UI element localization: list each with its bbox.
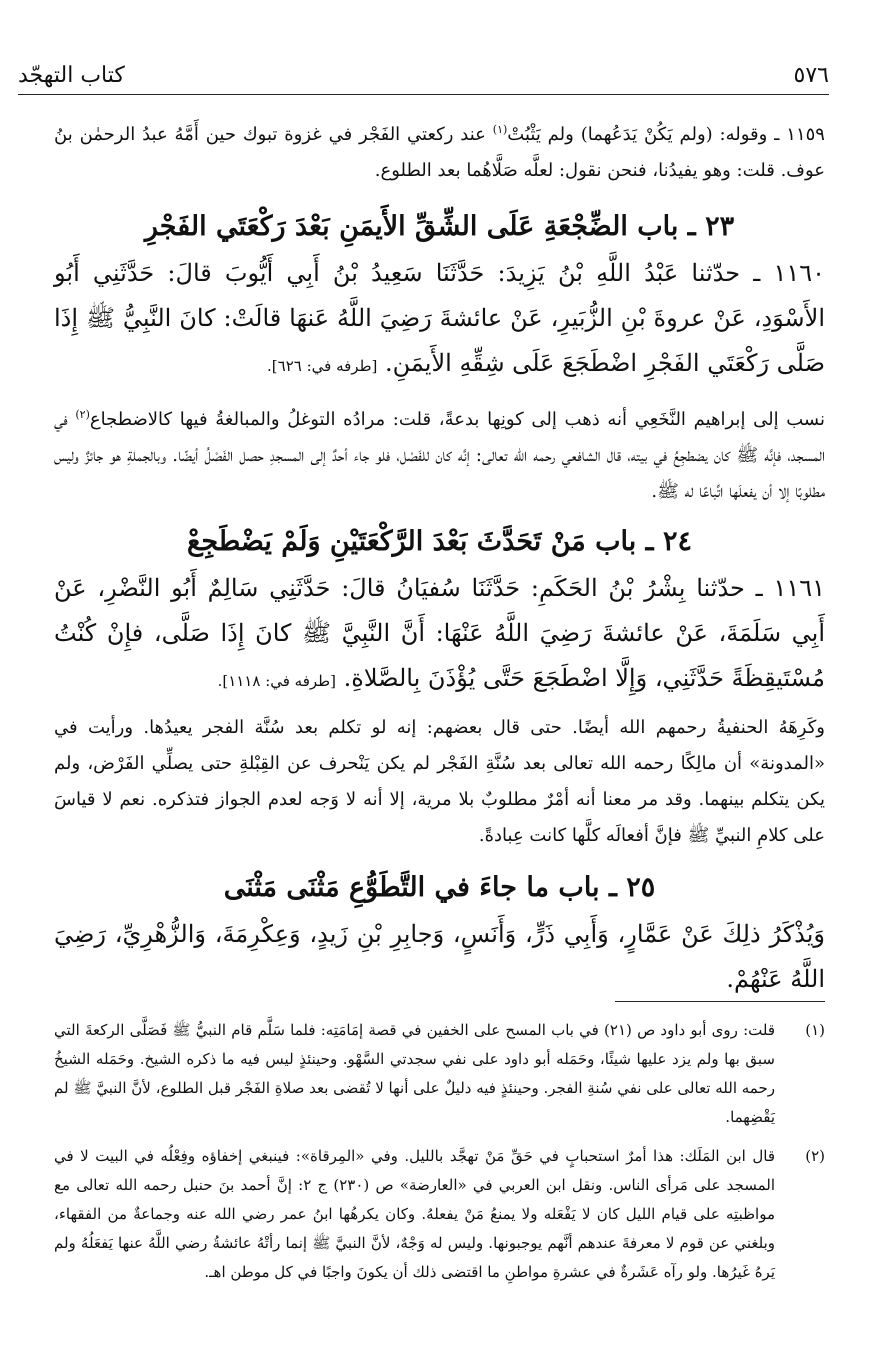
footnote-number: (٢) (805, 1147, 825, 1165)
main-text (54, 112, 825, 1002)
chapter-heading-25: ٢٥ ـ باب ما جاءَ في التَّطَوُّعِ مَثْنَى مَثْنَى (223, 872, 656, 903)
page-number: ٥٧٦ (793, 62, 829, 88)
footnote-text: قلت: روى أبو داود ص (٢١) في باب المسح على الخفين في قصة إمَامَتِه: فلما سَلَّم قام النبيُّ ﷺ فَصَلَّى الركعةَ التي سبق بها ولم يزد عليها شيئًا، وحَمَله أبو داود على نفي سجدتي السَّهْو. وحينئذٍ ليس فيه ما ذكره الشيخ. وحَمَله الشيخُ رحمه الله تعالى على نفي سُنةِ الفجر. وحينئذٍ فيه دليلٌ على أنها لا تُقضى بعد صلاةِ الفَجْر قبل الطلوع، لأنَّ النبيَّ ﷺ لم يَقْضِهما. (54, 1021, 775, 1126)
hadith-1160 (54, 251, 825, 389)
footnotes (54, 1016, 825, 1297)
footnote-separator (615, 1001, 825, 1002)
chapter-heading-23: ٢٣ ـ باب الضِّجْعَةِ عَلَى الشِّقِّ الأَيمَنِ بَعْدَ رَكْعَتَي الفَجْرِ (144, 211, 735, 242)
text-1159-start: ١١٥٩ ـ وقوله: (ولم يَكُنْ يَدَعُهما) ولم يَثْبُتْ (507, 124, 825, 145)
commentary-1160-start: نسب إلى إبراهيم النَّخَعِي أنه ذهب إلى كونِها بدعةً، قلت: مرادُه التوغلُ والمبالغةُ فيها كالاضطجاع (89, 409, 825, 430)
chapter-25-text: وَيُذْكَرُ ذلِكَ عَنْ عَمَّارٍ، وَأَبِي ذَرٍّ، وَأَنَسٍ، وَجابِرِ بْنِ زَيدٍ، وَعِكْرِمَةَ، وَالزُّهْرِيِّ، رَضِيَ اللَّهُ عَنْهُمْ. (54, 920, 825, 993)
commentary-1159 (54, 112, 825, 189)
commentary-1161: وكَرِهَهُ الحنفيةُ رحمهم الله أيضًا. حتى قال بعضهم: إنه لو تكلم بعد سُنَّة الفجر يعيدُها. ورأيت في «المدونة» أن مالِكًا رحمه الله تعالى بعد سُنَّةِ الفَجْر لم يكن يَنْحرف عن القِبْلةِ حتى يصلِّي الفَرْض، ولم يكن يتكلم بينهما. وقد مر معنا أنه أمْرٌ مطلوبٌ بلا مرية، إلا أنه لا وَجه لعدم الجواز فتذكره. نعم لا قياسَ على كلامِ النبيِّ ﷺ فإنَّ أفعالَه كلَّها كانت عِبادةً. (54, 717, 825, 846)
footnote-2 (54, 1142, 825, 1287)
hadith-1160-text: ١١٦٠ ـ حدّثنا عَبْدُ اللَّهِ بْنُ يَزِيدَ: حَدَّثَنَا سَعِيدُ بْنُ أَبِي أَيُّوبَ قالَ: حَدَّثَنِي أَبُو الأَسْوَدِ، عَنْ عروةَ بْنِ الزُّبَيرِ، عَنْ عائشةَ رَضِيَ اللَّهُ عَنهَا قالَتْ: كانَ النَّبِيُّ ﷺ إِذَا صَلَّى رَكْعَتَي الفَجْرِ اضْطَجَعَ عَلَى شِقِّهِ الأَيمَنِ. (54, 259, 825, 377)
footnote-text: قال ابن المَلَك: هذا أمرٌ استحبابٍ في حَقِّ مَنْ تهجَّد بالليل. وفي «المِرقاة»: فينبغي إخفاؤه وفِعْلُه في البيت لا في المسجد على مَرأى الناس. ونقل ابن العربي في «العارضة» ص (٢٣٠) ج ٢: إنَّ أحمد بنَ حنبل رحمه الله تعالى مع مواظبتِه على قيام الليل كان لا يَفْعَله ولا يمنعُ مَنْ يفعلهُ. وكان يكرهُها ابنُ عمر رضي الله عنه وجماعةٌ من الفقهاء، وبلغني عن قوم لا معرفةَ عندهم أنَّهم يوجبونها. وليس له وَجْهٌ، لأنَّ النبيَّ ﷺ إنما رأتْهُ عائشةُ رضي اللَّهُ عنها يَفعَلُهُ ولم يَرهُ غَيرُها. ولو رآه عَشَرةٌ في عشرةِ مواطنِ ما اقتضى ذلك أن يكونَ واجبًا في كل موطن اهـ. (54, 1147, 775, 1281)
footnote-1 (54, 1016, 825, 1132)
footnote-ref-1[interactable]: (١) (492, 123, 508, 136)
commentary-1160-rest: في المسجد، فإنَّه ﷺ كان يضطجِعُ في بيته، قال الشافعي رحمه الله تعالى: إنَّه كان للفَصْل، فلو جاء أحدٌ إلى المسجدِ حصل الفَصْلُ أيضًا. وبالجملةِ هو جائزٌ وليس مطلوبًا إلا أن يفعلَها اتِّباعًا له ﷺ. (54, 409, 825, 502)
running-header (18, 56, 829, 95)
commentary-1160 (54, 397, 825, 510)
hadith-1161-text: ١١٦١ ـ حدّثنا بِشْرُ بْنُ الحَكَمِ: حَدَّثَنَا سُفيَانُ قالَ: حَدَّثَنِي سَالِمٌ أَبُو النَّضْرِ، عَنْ أَبِي سَلَمَةَ، عَنْ عائشةَ رَضِيَ اللَّهُ عَنْهَا: أَنَّ النَّبِيَّ ﷺ كانَ إِذَا صَلَّى، فإِنْ كُنْتُ مُسْتَيقِظَةً حَدَّثَنِي، وَإِلَّا اضْطَجَعَ حَتَّى يُؤْذَنَ بِالصَّلاةِ. (54, 574, 825, 692)
text-1159-rest: عند ركعتي الفَجْر في غزوة تبوك حين أَمَّهُ عبدُ الرحمٰن بنُ عوف. قلت: وهو يفيدُنا، فنحن نقول: لعلَّه صَلَّاهُما بعد الطلوع. (54, 124, 825, 181)
hadith-1160-ref: [طرفه في: ٦٢٦]. (267, 357, 378, 375)
hadith-1161 (54, 566, 825, 704)
chapter-title: كتاب التهجّد (18, 62, 125, 88)
hadith-1161-ref: [طرفه في: ١١١٨]. (217, 672, 336, 690)
footnote-ref-2[interactable]: (٢) (75, 408, 90, 421)
footnote-number: (١) (805, 1021, 825, 1039)
chapter-heading-24: ٢٤ ـ باب مَنْ تَحَدَّثَ بَعْدَ الرَّكْعَتَيْنِ وَلَمْ يَضْطَجِعْ (186, 526, 692, 557)
